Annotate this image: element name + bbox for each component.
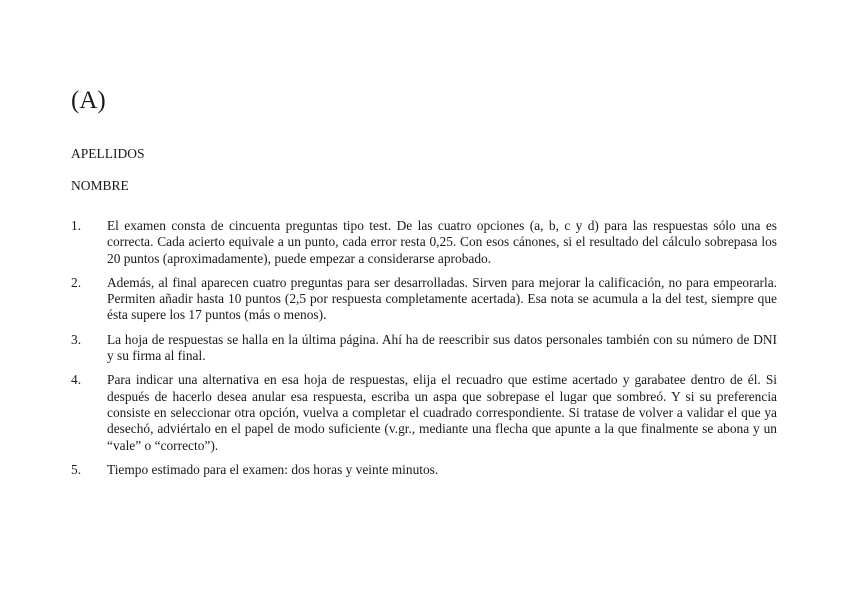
instructions-list (71, 218, 777, 486)
instruction-text: Tiempo estimado para el examen: dos horas y veinte minutos. (107, 461, 439, 477)
instruction-item (71, 462, 777, 478)
instruction-item (71, 218, 777, 267)
instruction-item (71, 275, 777, 324)
surnames-label: APELLIDOS (71, 146, 145, 161)
instruction-number: 3. (71, 331, 82, 347)
instruction-number: 4. (71, 372, 82, 388)
instruction-number: 1. (71, 218, 82, 233)
instruction-number: 5. (71, 461, 82, 477)
instruction-number: 2. (71, 274, 82, 290)
instruction-text: La hoja de respuestas se halla en la última página. Ahí ha de reescribir sus datos personales también con su número de DNI y su firma al final. (107, 331, 777, 364)
name-label: NOMBRE (71, 178, 129, 193)
instruction-item (71, 332, 777, 365)
instruction-text: Además, al final aparecen cuatro preguntas para ser desarrolladas. Sirven para mejorar la calificación, no para empeorarla. Permiten añadir hasta 10 puntos (2,5 por respuesta completamente acertada). Esa nota se acumula a la del test, siempre que ésta supere los 17 puntos (más o menos). (107, 274, 777, 323)
instruction-text: Para indicar una alternativa en esa hoja de respuestas, elija el recuadro que estime acertado y garabatee dentro de él. Si después de hacerlo desea anular esa respuesta, escriba un aspa que sobrepase el lugar que sombreó. Y si su preferencia consiste en seleccionar otra opción, vuelva a completar el cuadrado correspondiente. Si tratase de volver a validar el que ya desechó, adviértalo en el papel de modo suficiente (v.gr., mediante una flecha que apunte a la que finalmente se abona y un “vale” o “correcto”). (107, 372, 777, 453)
instruction-item (71, 372, 777, 453)
exam-version-label: (A) (71, 87, 106, 114)
instruction-text: El examen consta de cincuenta preguntas tipo test. De las cuatro opciones (a, b, c y d) para las respuestas sólo una es correcta. Cada acierto equivale a un punto, cada error resta 0,25. Con esos cánones, si el resultado del cálculo sobrepasa los 20 puntos (aproximadamente), puede empezar a considerarse aprobado. (107, 218, 777, 266)
